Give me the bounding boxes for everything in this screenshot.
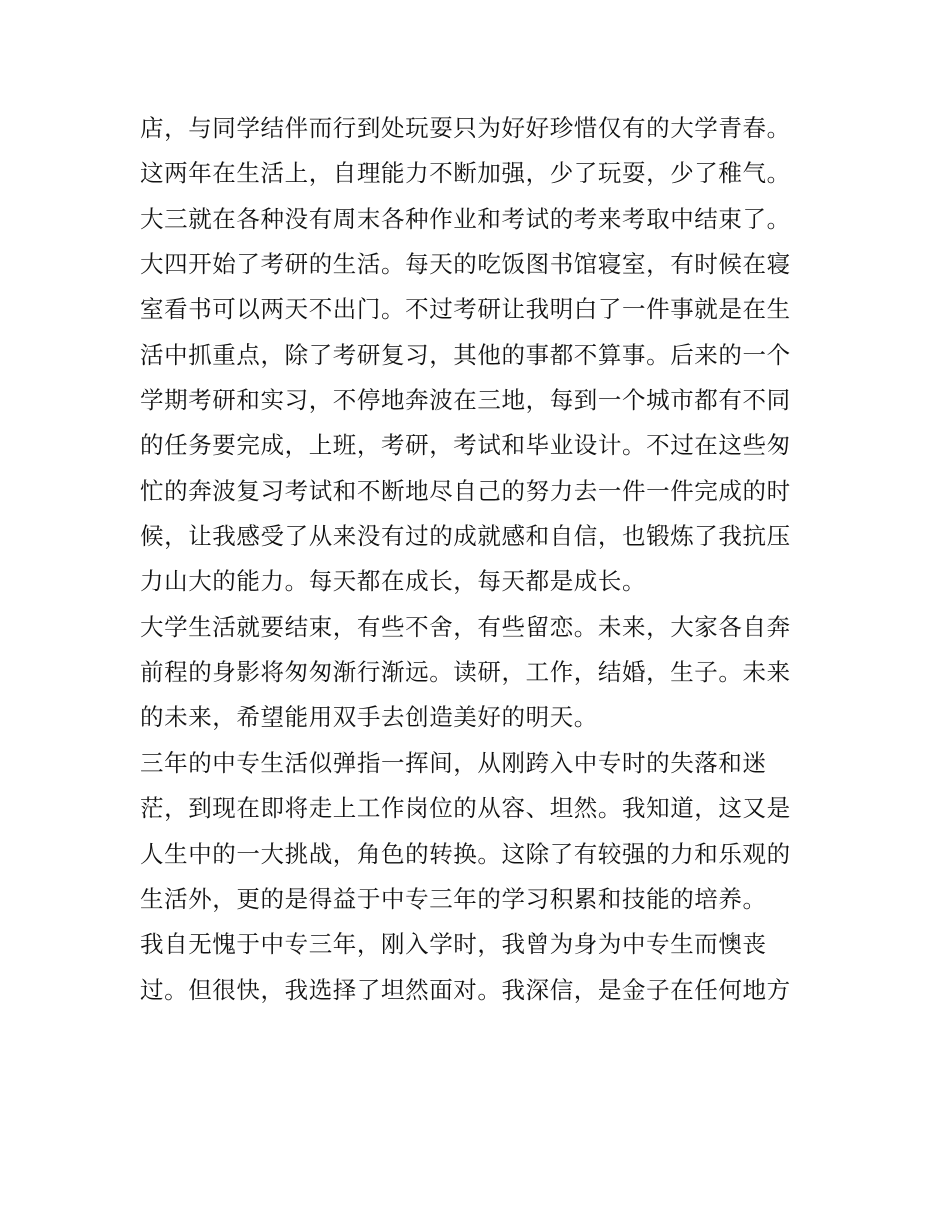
text-line: 店，与同学结伴而行到处玩耍只为好好珍惜仅有的大学青春。	[140, 114, 791, 142]
text-line: 活中抓重点，除了考研复习，其他的事都不算事。后来的一个	[140, 340, 791, 369]
text-line: 的任务要完成，上班，考研，考试和毕业设计。不过在这些匆	[140, 431, 791, 460]
text-line: 忙的奔波复习考试和不断地尽自己的努力去一件一件完成的时	[140, 476, 791, 505]
text-line: 候，让我感受了从来没有过的成就感和自信，也锻炼了我抗压	[140, 522, 791, 551]
text-line: 这两年在生活上，自理能力不断加强，少了玩耍，少了稚气。	[140, 159, 791, 188]
text-line: 茫，到现在即将走上工作岗位的从容、坦然。我知道，这又是	[140, 794, 791, 823]
text-line: 的未来，希望能用双手去创造美好的明天。	[140, 703, 598, 732]
text-line: 前程的身影将匆匆渐行渐远。读研，工作，结婚，生子。未来	[140, 658, 791, 687]
text-line: 力山大的能力。每天都在成长，每天都是成长。	[140, 567, 647, 596]
text-line: 学期考研和实习，不停地奔波在三地，每到一个城市都有不同	[140, 386, 791, 415]
text-line: 大四开始了考研的生活。每天的吃饭图书馆寝室，有时候在寝	[140, 250, 791, 279]
text-line: 人生中的一大挑战，角色的转换。这除了有较强的力和乐观的	[140, 839, 791, 868]
text-line: 大学生活就要结束，有些不舍，有些留恋。未来，大家各自奔	[140, 612, 791, 641]
text-line: 室看书可以两天不出门。不过考研让我明白了一件事就是在生	[140, 295, 791, 324]
text-line: 过。但很快，我选择了坦然面对。我深信，是金子在任何地方	[140, 975, 791, 1004]
text-line: 生活外，更的是得益于中专三年的学习积累和技能的培养。	[140, 884, 767, 913]
text-line: 大三就在各种没有周末各种作业和考试的考来考取中结束了。	[140, 204, 791, 233]
text-line: 三年的中专生活似弹指一挥间，从刚跨入中专时的失落和迷	[140, 748, 767, 777]
body-text	[140, 106, 820, 1013]
text-line: 我自无愧于中专三年，刚入学时，我曾为身为中专生而懊丧	[140, 930, 767, 959]
